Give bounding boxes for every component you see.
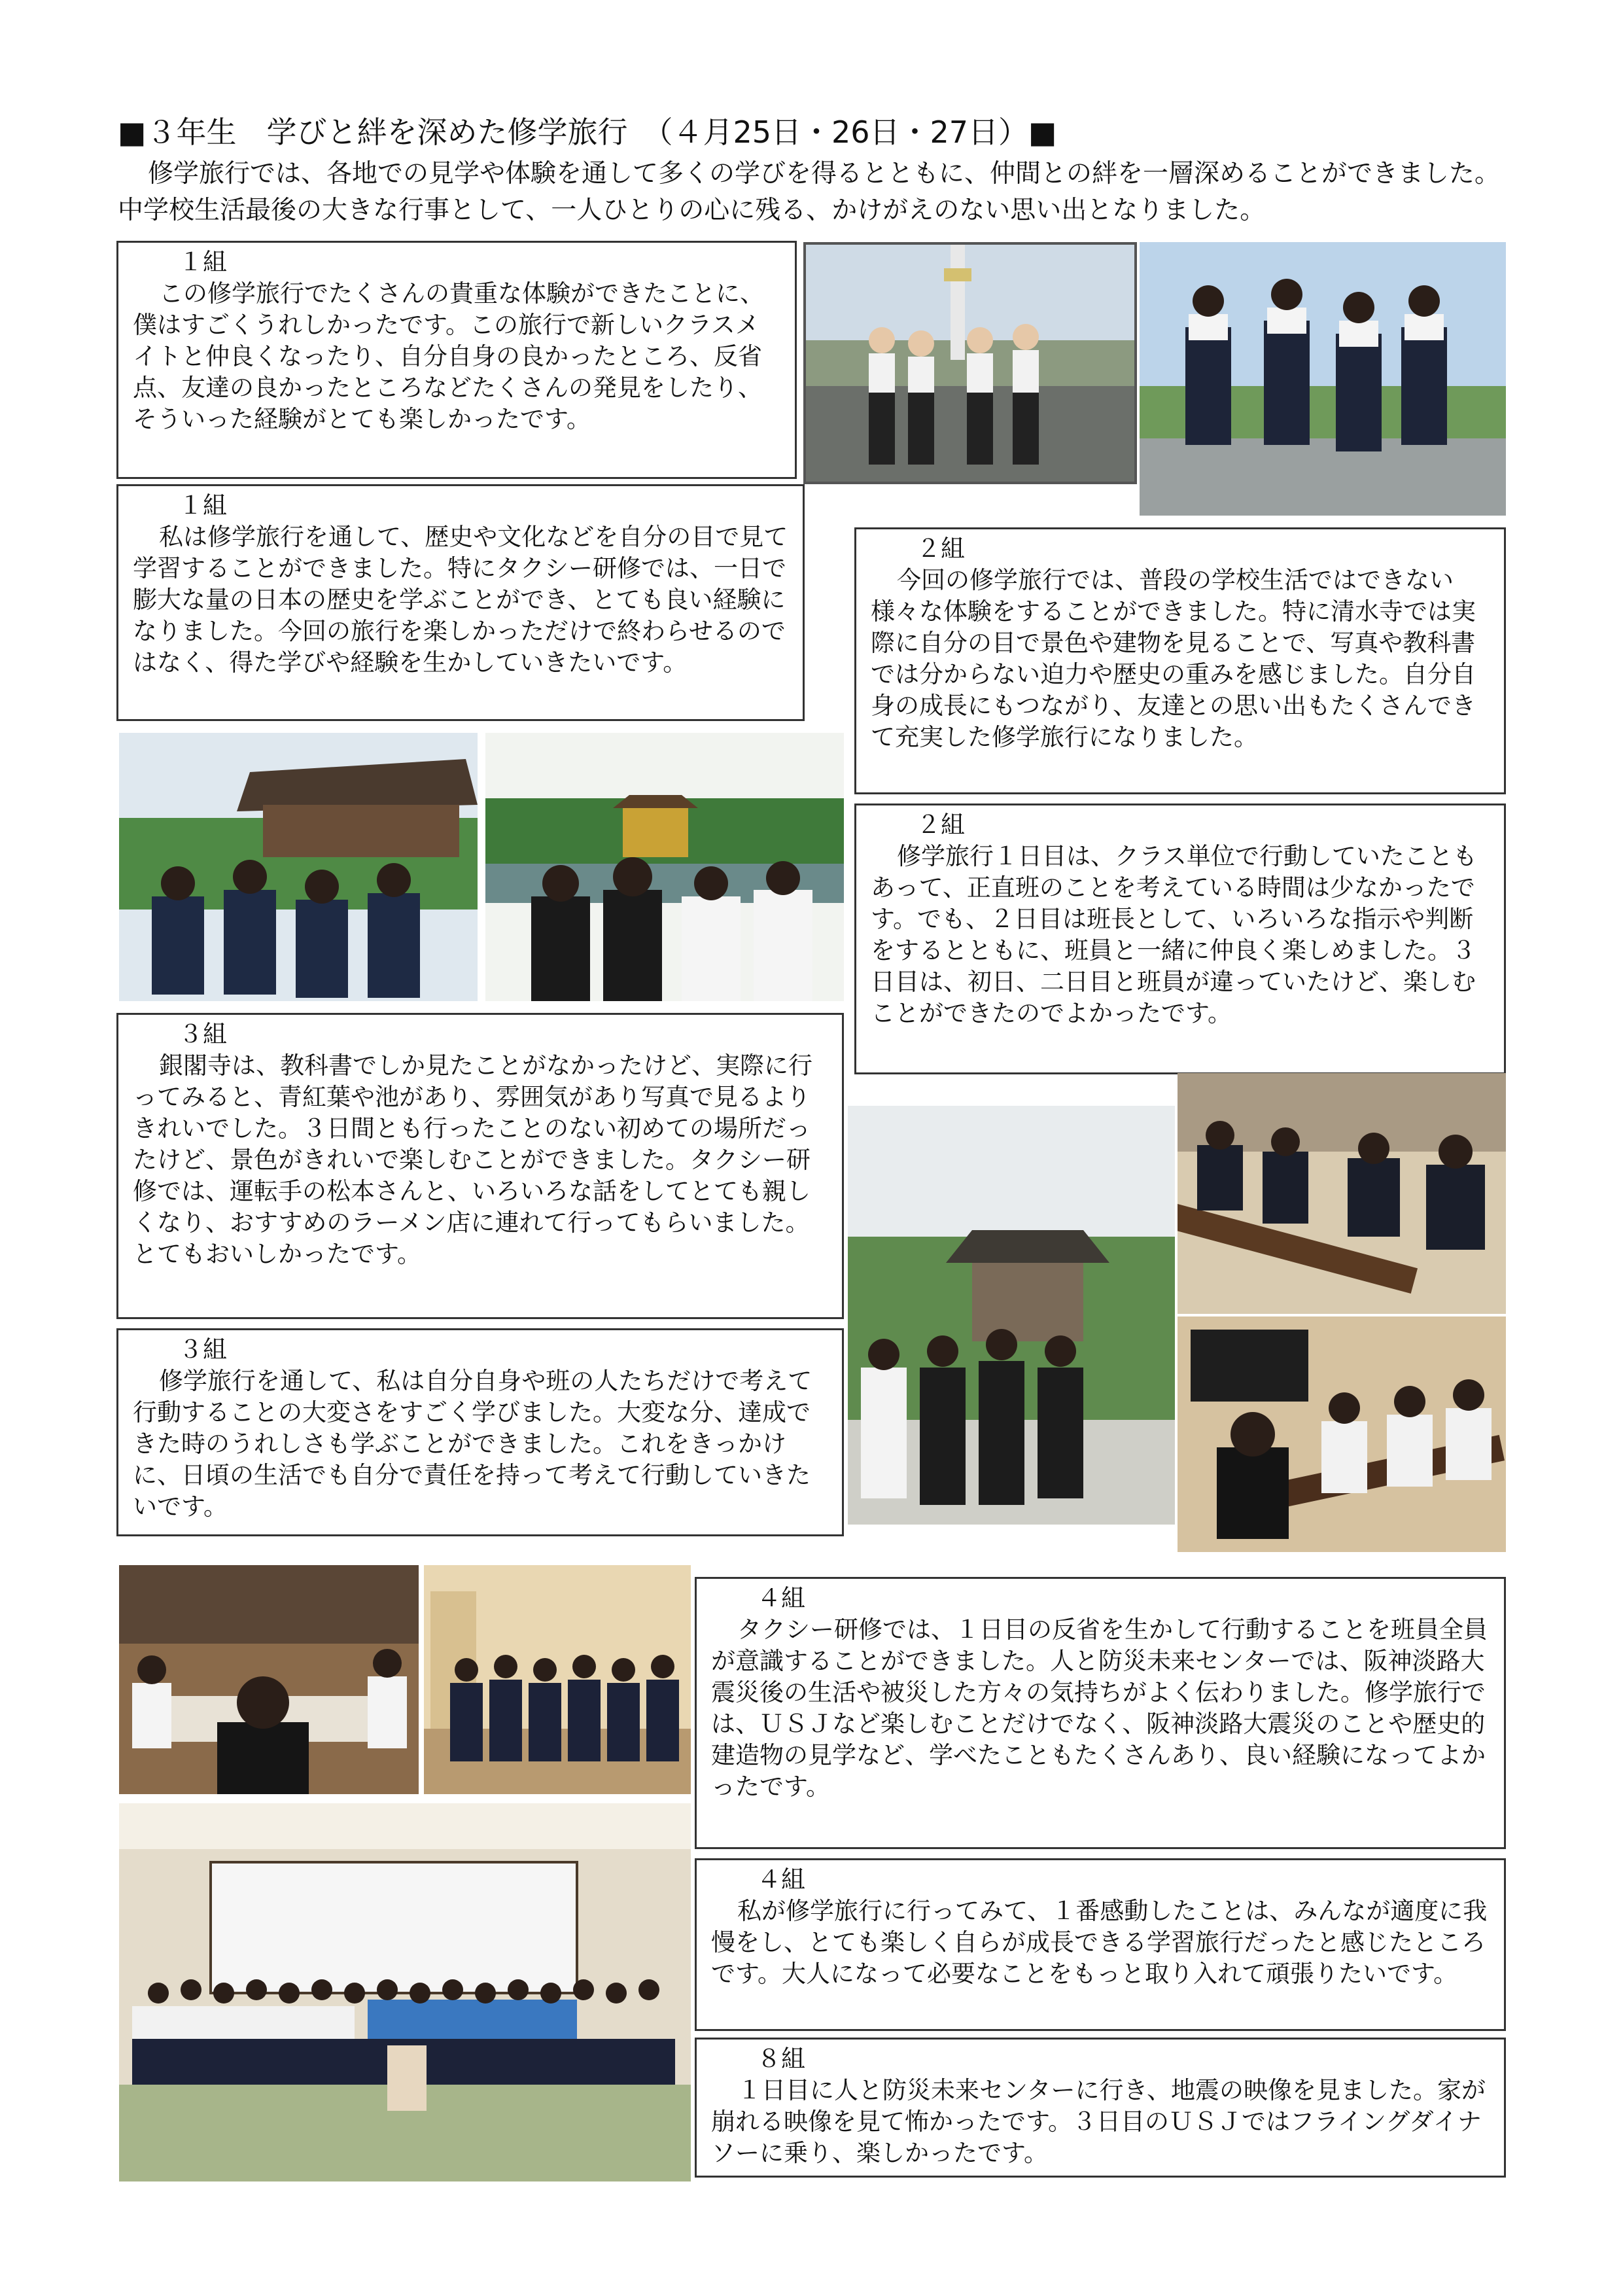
page-title: ■３年生 学びと絆を深めた修学旅行 （４月25日・26日・27日）■	[118, 115, 1057, 150]
photo-restaurant	[119, 1565, 419, 1794]
report-text: 私が修学旅行に行ってみて、１番感動したことは、みんなが適度に我慢をし、とても楽しく自らが成長できる学習旅行だったと感じたところです。大人になって必要なことをもっと取り入れて頑張りたいです。	[711, 1897, 1488, 1988]
photo-ginkakuji-group	[848, 1106, 1175, 1525]
report-box-5	[116, 1013, 844, 1319]
report-text: １日目に人と防災未来センターに行き、地震の映像を見ました。家が崩れる映像を見て怖かったです。３日目のＵＳＪではフライングダイナソーに乗り、楽しかったです。	[711, 2076, 1486, 2167]
report-text: 修学旅行１日目は、クラス単位で行動していたこともあって、正直班のことを考えている時間は少なかったです。でも、２日目は班長として、いろいろな指示や判断をするとともに、班員と一緒に仲良く楽しめました。３日目は、初日、二日目と班員が違っていたけど、楽しむことができたのでよかったです。	[871, 842, 1477, 1027]
report-text: この修学旅行でたくさんの貴重な体験ができたことに、僕はすごくうれしかったです。この旅行で新しいクラスメイトと仲良くなったり、自分自身の良かったところ、反省点、友達の良かったところなどたくさんの発見をしたり、そういった経験がとても楽しかったです。	[133, 279, 764, 433]
report-class: ３組	[179, 1020, 227, 1048]
report-class: ４組	[757, 1584, 805, 1612]
report-box-4	[854, 804, 1506, 1074]
report-class: ２組	[916, 811, 965, 839]
photo-class-group	[119, 1803, 691, 2181]
photo-kiyomizu-temple	[119, 733, 478, 1001]
report-box-6	[116, 1328, 844, 1536]
report-box-8	[695, 1858, 1506, 2031]
report-class: ８組	[757, 2045, 805, 2073]
report-box-3	[854, 527, 1506, 794]
report-text: タクシー研修では、１日目の反省を生かして行動することを班員全員が意識することができました。人と防災未来センターでは、阪神淡路大震災後の生活や被災した方々の気持ちがよく伝わりました。修学旅行では、ＵＳＪなど楽しむことだけでなく、阪神淡路大震災のことや歴史的建造物の見学など、学べたこともたくさんあり、良い経験になってよかったです。	[711, 1616, 1488, 1801]
photo-dining-hall-1	[1178, 1073, 1506, 1314]
report-text: 私は修学旅行を通して、歴史や文化などを自分の目で見て学習することができました。特にタクシー研修では、一日で膨大な量の日本の歴史を学ぶことができ、とても良い経験になりました。今回の旅行を楽しかっただけで終わらせるのではなく、得た学びや経験を生かしていきたいです。	[133, 523, 788, 677]
report-text: 今回の修学旅行では、普段の学校生活ではできない様々な体験をすることができました。特に清水寺では実際に自分の目で景色や建物を見ることで、写真や教科書では分からない迫力や歴史の重みを感じました。自分自身の成長にもつながり、友達との思い出もたくさんできて充実した修学旅行になりました。	[871, 566, 1476, 751]
report-class: ４組	[757, 1865, 805, 1894]
photo-tower-group	[803, 242, 1137, 484]
report-class: ２組	[916, 535, 965, 563]
report-box-1	[116, 241, 797, 479]
report-box-7	[695, 1577, 1506, 1849]
report-class: １組	[179, 248, 227, 276]
report-box-2	[116, 484, 805, 721]
report-class: ３組	[179, 1335, 227, 1364]
photo-uniform-girls	[424, 1565, 691, 1794]
photo-dining-hall-2	[1178, 1316, 1506, 1552]
report-text: 銀閣寺は、教科書でしか見たことがなかったけど、実際に行ってみると、青紅葉や池があり、雰囲気があり写真で見るよりきれいでした。３日間とも行ったことのない初めての場所だったけど、景色がきれいで楽しむことができました。タクシー研修では、運転手の松本さんと、いろいろな話をしてとても親しくなり、おすすめのラーメン店に連れて行ってもらいました。とてもおいしかったです。	[133, 1051, 812, 1268]
report-text: 修学旅行を通して、私は自分自身や班の人たちだけで考えて行動することの大変さをすごく学びました。大変な分、達成できた時のうれしさも学ぶことができました。これをきっかけに、日頃の生活でも自分で責任を持って考えて行動していきたいです。	[133, 1367, 812, 1521]
report-class: １組	[179, 491, 227, 520]
photo-jumping-girls	[1140, 242, 1506, 516]
photo-kinkakuji-boys	[485, 733, 844, 1001]
intro-paragraph: 修学旅行では、各地での見学や体験を通して多くの学びを得るとともに、仲間との絆を一層深めることができました。中学校生活最後の大きな行事として、一人ひとりの心に残る、かけがえのない思い出となりました。	[118, 159, 1501, 225]
report-box-9	[695, 2038, 1506, 2178]
